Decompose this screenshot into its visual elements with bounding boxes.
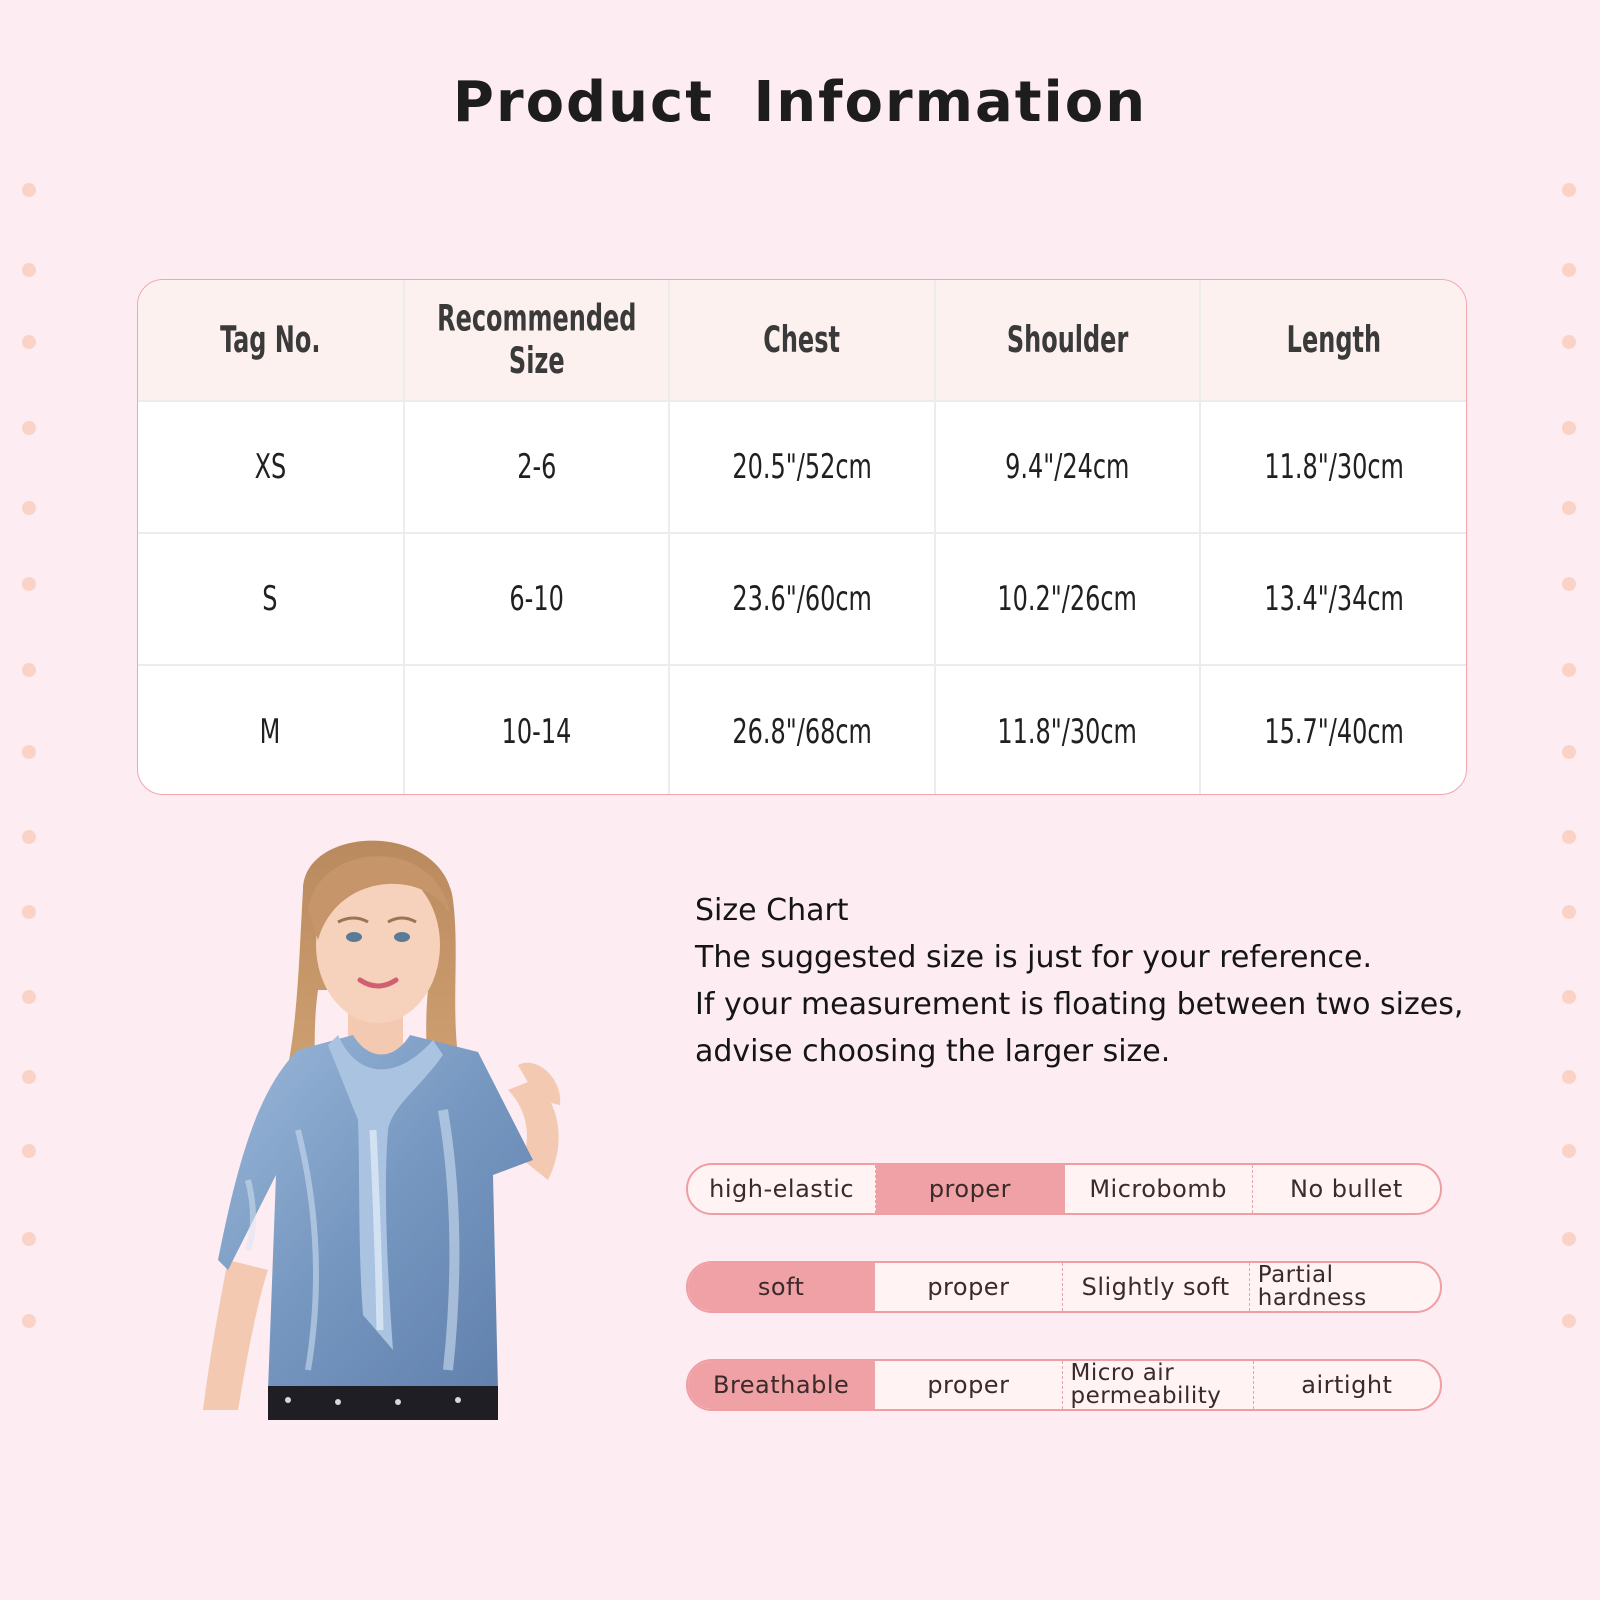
size-chart-table [137, 279, 1467, 795]
description-heading: Size Chart [695, 893, 849, 928]
scale-option: No bullet [1290, 1175, 1403, 1203]
decorative-dot [1562, 905, 1576, 919]
scale-option: high-elastic [688, 1165, 876, 1213]
table-cell: 13.4"/34cm [1200, 533, 1466, 665]
decorative-dot [1562, 577, 1576, 591]
decorative-dot [1562, 501, 1576, 515]
decorative-dot [22, 577, 36, 591]
breathability-scale [686, 1359, 1442, 1411]
decorative-dot [22, 335, 36, 349]
decorative-dot [1562, 335, 1576, 349]
decorative-dot [22, 830, 36, 844]
scale-option-selected: Breathable [688, 1361, 875, 1409]
decorative-dot [1562, 1314, 1576, 1328]
decorative-dot [22, 1070, 36, 1084]
decorative-dot [22, 501, 36, 515]
softness-scale [686, 1261, 1442, 1313]
decorative-dot [1562, 745, 1576, 759]
table-cell: 26.8"/68cm [669, 665, 935, 795]
table-row [138, 533, 1466, 665]
page-title: Product Information [452, 70, 1148, 135]
decorative-dot [22, 1232, 36, 1246]
description-line: advise choosing the larger size. [695, 1034, 1171, 1069]
decorative-dot [22, 183, 36, 197]
table-cell: 23.6"/60cm [669, 533, 935, 665]
decorative-dot [22, 663, 36, 677]
decorative-dot [1562, 1232, 1576, 1246]
description-line: The suggested size is just for your reference. [695, 940, 1372, 975]
size-chart-description [695, 887, 1475, 1075]
scale-option: Slightly soft [1063, 1263, 1250, 1311]
header-chest: Chest [669, 279, 935, 406]
table-cell: 9.4"/24cm [935, 401, 1201, 533]
scale-option: Partial hardness [1257, 1262, 1367, 1311]
scale-option: Micro air permeability [1063, 1361, 1254, 1409]
table-cell: 10.2"/26cm [935, 533, 1201, 665]
table-header-row [138, 280, 1466, 401]
decorative-dot [22, 421, 36, 435]
decorative-dot [1562, 421, 1576, 435]
scale-option: proper [875, 1361, 1062, 1409]
table-row [138, 401, 1466, 533]
table-cell: S [138, 533, 404, 665]
table-cell: 15.7"/40cm [1263, 711, 1404, 752]
decorative-dot [1562, 1144, 1576, 1158]
decorative-dot [22, 263, 36, 277]
table-cell: 2-6 [404, 401, 670, 533]
table-cell: 10-14 [404, 665, 670, 795]
table-cell: M [138, 665, 404, 795]
table-cell: 6-10 [404, 533, 670, 665]
table-cell: 20.5"/52cm [669, 401, 935, 533]
scale-option: proper [875, 1263, 1062, 1311]
decorative-dot [1562, 663, 1576, 677]
decorative-dot [22, 745, 36, 759]
decorative-dot [22, 905, 36, 919]
decorative-dot [1562, 830, 1576, 844]
scale-option-selected: soft [688, 1263, 875, 1311]
header-length: Length [1200, 279, 1466, 406]
header-shoulder: Shoulder [935, 279, 1201, 406]
decorative-dot [1562, 263, 1576, 277]
decorative-dot [22, 1314, 36, 1328]
table-cell: 11.8"/30cm [935, 665, 1201, 795]
scale-option-selected: proper [876, 1165, 1064, 1213]
decorative-dot [1562, 183, 1576, 197]
decorative-dot [1562, 990, 1576, 1004]
decorative-dots-left [22, 0, 38, 1600]
header-recommended-size: Recommended Size [404, 279, 670, 406]
scale-option: Microbomb [1065, 1165, 1253, 1213]
description-line: If your measurement is floating between two sizes, [695, 987, 1464, 1022]
header-tag-no: Tag No. [138, 279, 404, 406]
table-row [138, 665, 1466, 795]
model-photo [188, 830, 628, 1420]
scale-option: airtight [1301, 1371, 1393, 1399]
elasticity-scale [686, 1163, 1442, 1215]
decorative-dot [22, 1144, 36, 1158]
decorative-dot [1562, 1070, 1576, 1084]
decorative-dot [22, 990, 36, 1004]
decorative-dots-right [1562, 0, 1578, 1600]
table-cell: XS [138, 401, 404, 533]
table-cell: 11.8"/30cm [1200, 401, 1466, 533]
